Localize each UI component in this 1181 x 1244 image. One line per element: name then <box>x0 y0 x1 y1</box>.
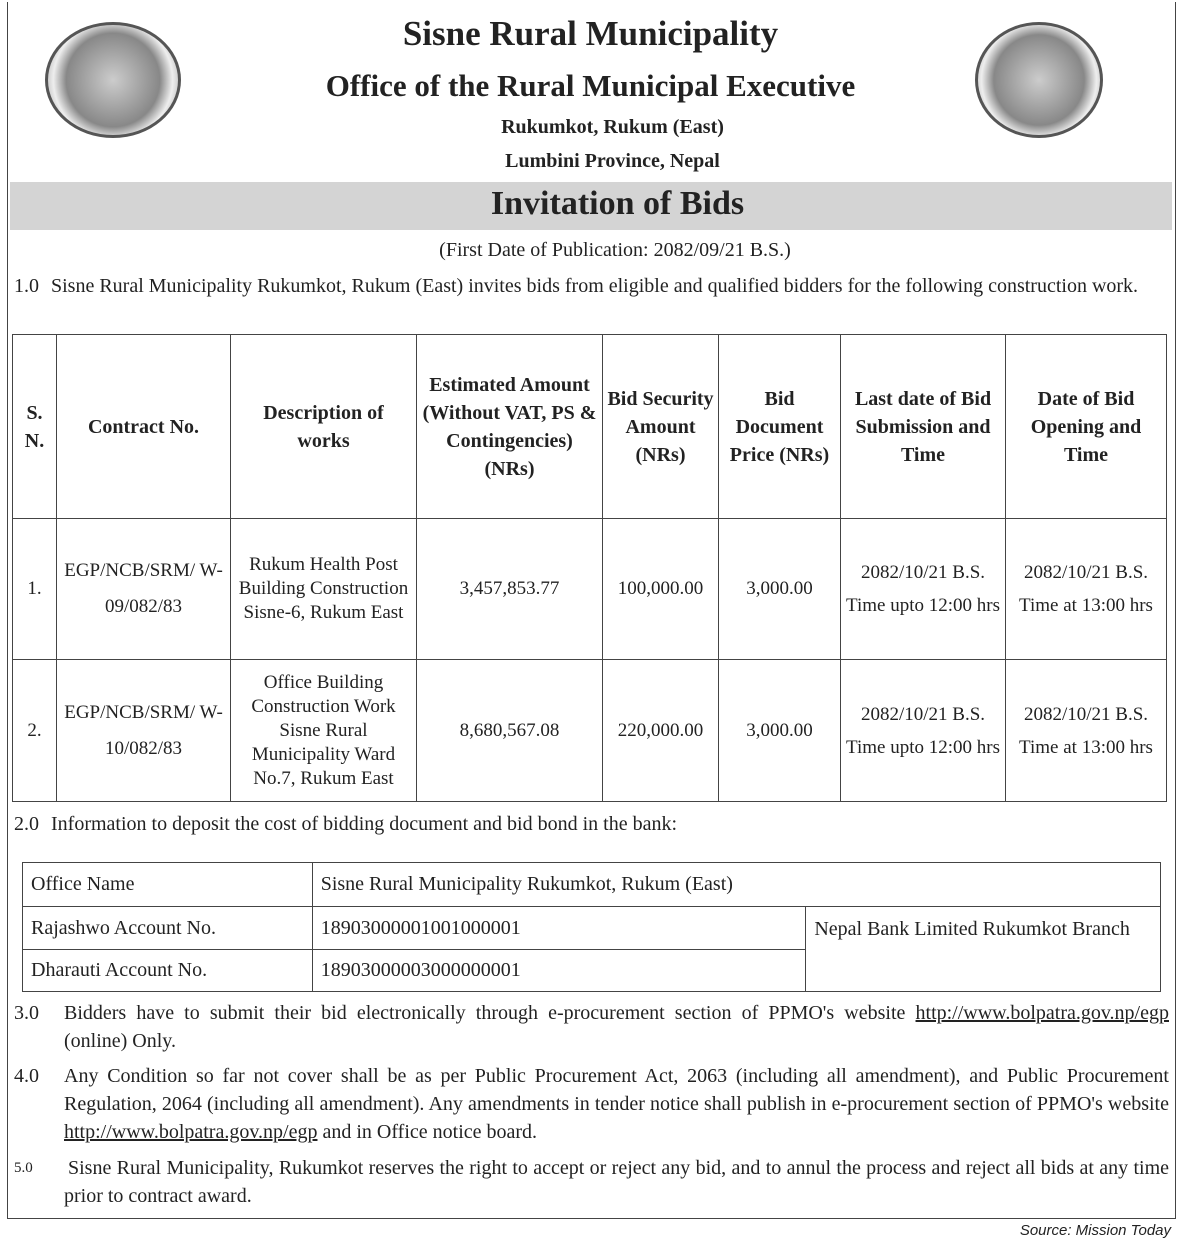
table-row <box>13 519 1167 660</box>
office-label: Office Name <box>23 863 313 907</box>
para-1-number: 1.0 <box>14 275 39 297</box>
bank-row-office <box>23 863 1161 907</box>
header-description: Description of works <box>231 335 417 519</box>
header-doc-price: Bid Document Price (NRs) <box>719 335 841 519</box>
cell-amount: 3,457,853.77 <box>417 519 603 660</box>
table-row <box>13 660 1167 802</box>
rajashwo-value: 18903000001001000001 <box>312 907 806 950</box>
rajashwo-label: Rajashwo Account No. <box>23 907 313 950</box>
cell-security: 100,000.00 <box>603 519 719 660</box>
location: Rukumkot, Rukum (East) <box>501 116 724 138</box>
bolpatra-link[interactable]: http://www.bolpatra.gov.np/egp <box>915 1002 1169 1024</box>
office-value: Sisne Rural Municipality Rukumkot, Rukum (East) <box>312 863 1160 907</box>
para-4-text-end: and in Office notice board. <box>317 1121 538 1143</box>
table-header-row <box>13 335 1167 519</box>
province: Lumbini Province, Nepal <box>505 150 720 172</box>
cell-submission: 2082/10/21 B.S. Time upto 12:00 hrs <box>841 519 1006 660</box>
para-3 <box>64 999 1169 1055</box>
para-4-number: 4.0 <box>14 1065 39 1087</box>
org-name: Sisne Rural Municipality <box>402 14 779 53</box>
para-3-number: 3.0 <box>14 1002 39 1024</box>
notice-title: Invitation of Bids <box>490 185 745 222</box>
office-name: Office of the Rural Municipal Executive <box>325 68 856 103</box>
header-submission: Last date of Bid Submission and Time <box>841 335 1006 519</box>
bank-table <box>22 862 1161 992</box>
cell-security: 220,000.00 <box>603 660 719 802</box>
para-2-text: Information to deposit the cost of bidding document and bid bond in the bank: <box>51 813 678 835</box>
cell-contract: EGP/NCB/SRM/ W-09/082/83 <box>57 519 231 660</box>
source-credit: Source: Mission Today <box>1019 1222 1171 1239</box>
publication-date: (First Date of Publication: 2082/09/21 B.S.) <box>439 239 791 261</box>
para-3-text-end: (online) Only. <box>64 1030 177 1052</box>
para-4-text: Any Condition so far not cover shall be as per Public Procurement Act, 2063 (including all amendment), and Public Procurement Regulation, 2064 (including all amendment). Any amendments in tender notice shall publish in e-procurement section of PPMO's website <box>64 1065 1169 1115</box>
dharauti-value: 18903000003000000001 <box>312 950 806 992</box>
cell-sn: 2. <box>13 660 57 802</box>
cell-sn: 1. <box>13 519 57 660</box>
bolpatra-link[interactable]: http://www.bolpatra.gov.np/egp <box>64 1121 318 1143</box>
header-amount: Estimated Amount (Without VAT, PS & Contingencies) (NRs) <box>417 335 603 519</box>
header-opening: Date of Bid Opening and Time <box>1006 335 1167 519</box>
header-contract: Contract No. <box>57 335 231 519</box>
cell-amount: 8,680,567.08 <box>417 660 603 802</box>
bank-name: Nepal Bank Limited Rukumkot Branch <box>806 907 1161 992</box>
header-sn: S. N. <box>13 335 57 519</box>
cell-description: Office Building Construction Work Sisne Rural Municipality Ward No.7, Rukum East <box>231 660 417 802</box>
para-5-text: Sisne Rural Municipality, Rukumkot reserves the right to accept or reject any bid, and to annul the process and reject all bids at any time prior to contract award. <box>64 1157 1169 1207</box>
bids-table <box>12 334 1167 802</box>
para-5-number: 5.0 <box>14 1160 33 1176</box>
dharauti-label: Dharauti Account No. <box>23 950 313 992</box>
cell-opening: 2082/10/21 B.S. Time at 13:00 hrs <box>1006 519 1167 660</box>
para-4 <box>64 1062 1169 1146</box>
para-2-number: 2.0 <box>14 813 39 835</box>
cell-submission: 2082/10/21 B.S. Time upto 12:00 hrs <box>841 660 1006 802</box>
cell-doc-price: 3,000.00 <box>719 519 841 660</box>
para-1-text: Sisne Rural Municipality Rukumkot, Rukum (East) invites bids from eligible and qualified bidders for the following construction work. <box>51 275 1139 297</box>
para-3-text: Bidders have to submit their bid electronically through e-procurement section of PPMO's website <box>64 1002 906 1024</box>
cell-opening: 2082/10/21 B.S. Time at 13:00 hrs <box>1006 660 1167 802</box>
cell-contract: EGP/NCB/SRM/ W-10/082/83 <box>57 660 231 802</box>
cell-doc-price: 3,000.00 <box>719 660 841 802</box>
bank-row-rajashwo <box>23 907 1161 950</box>
cell-description: Rukum Health Post Building Construction Sisne-6, Rukum East <box>231 519 417 660</box>
header-security: Bid Security Amount (NRs) <box>603 335 719 519</box>
